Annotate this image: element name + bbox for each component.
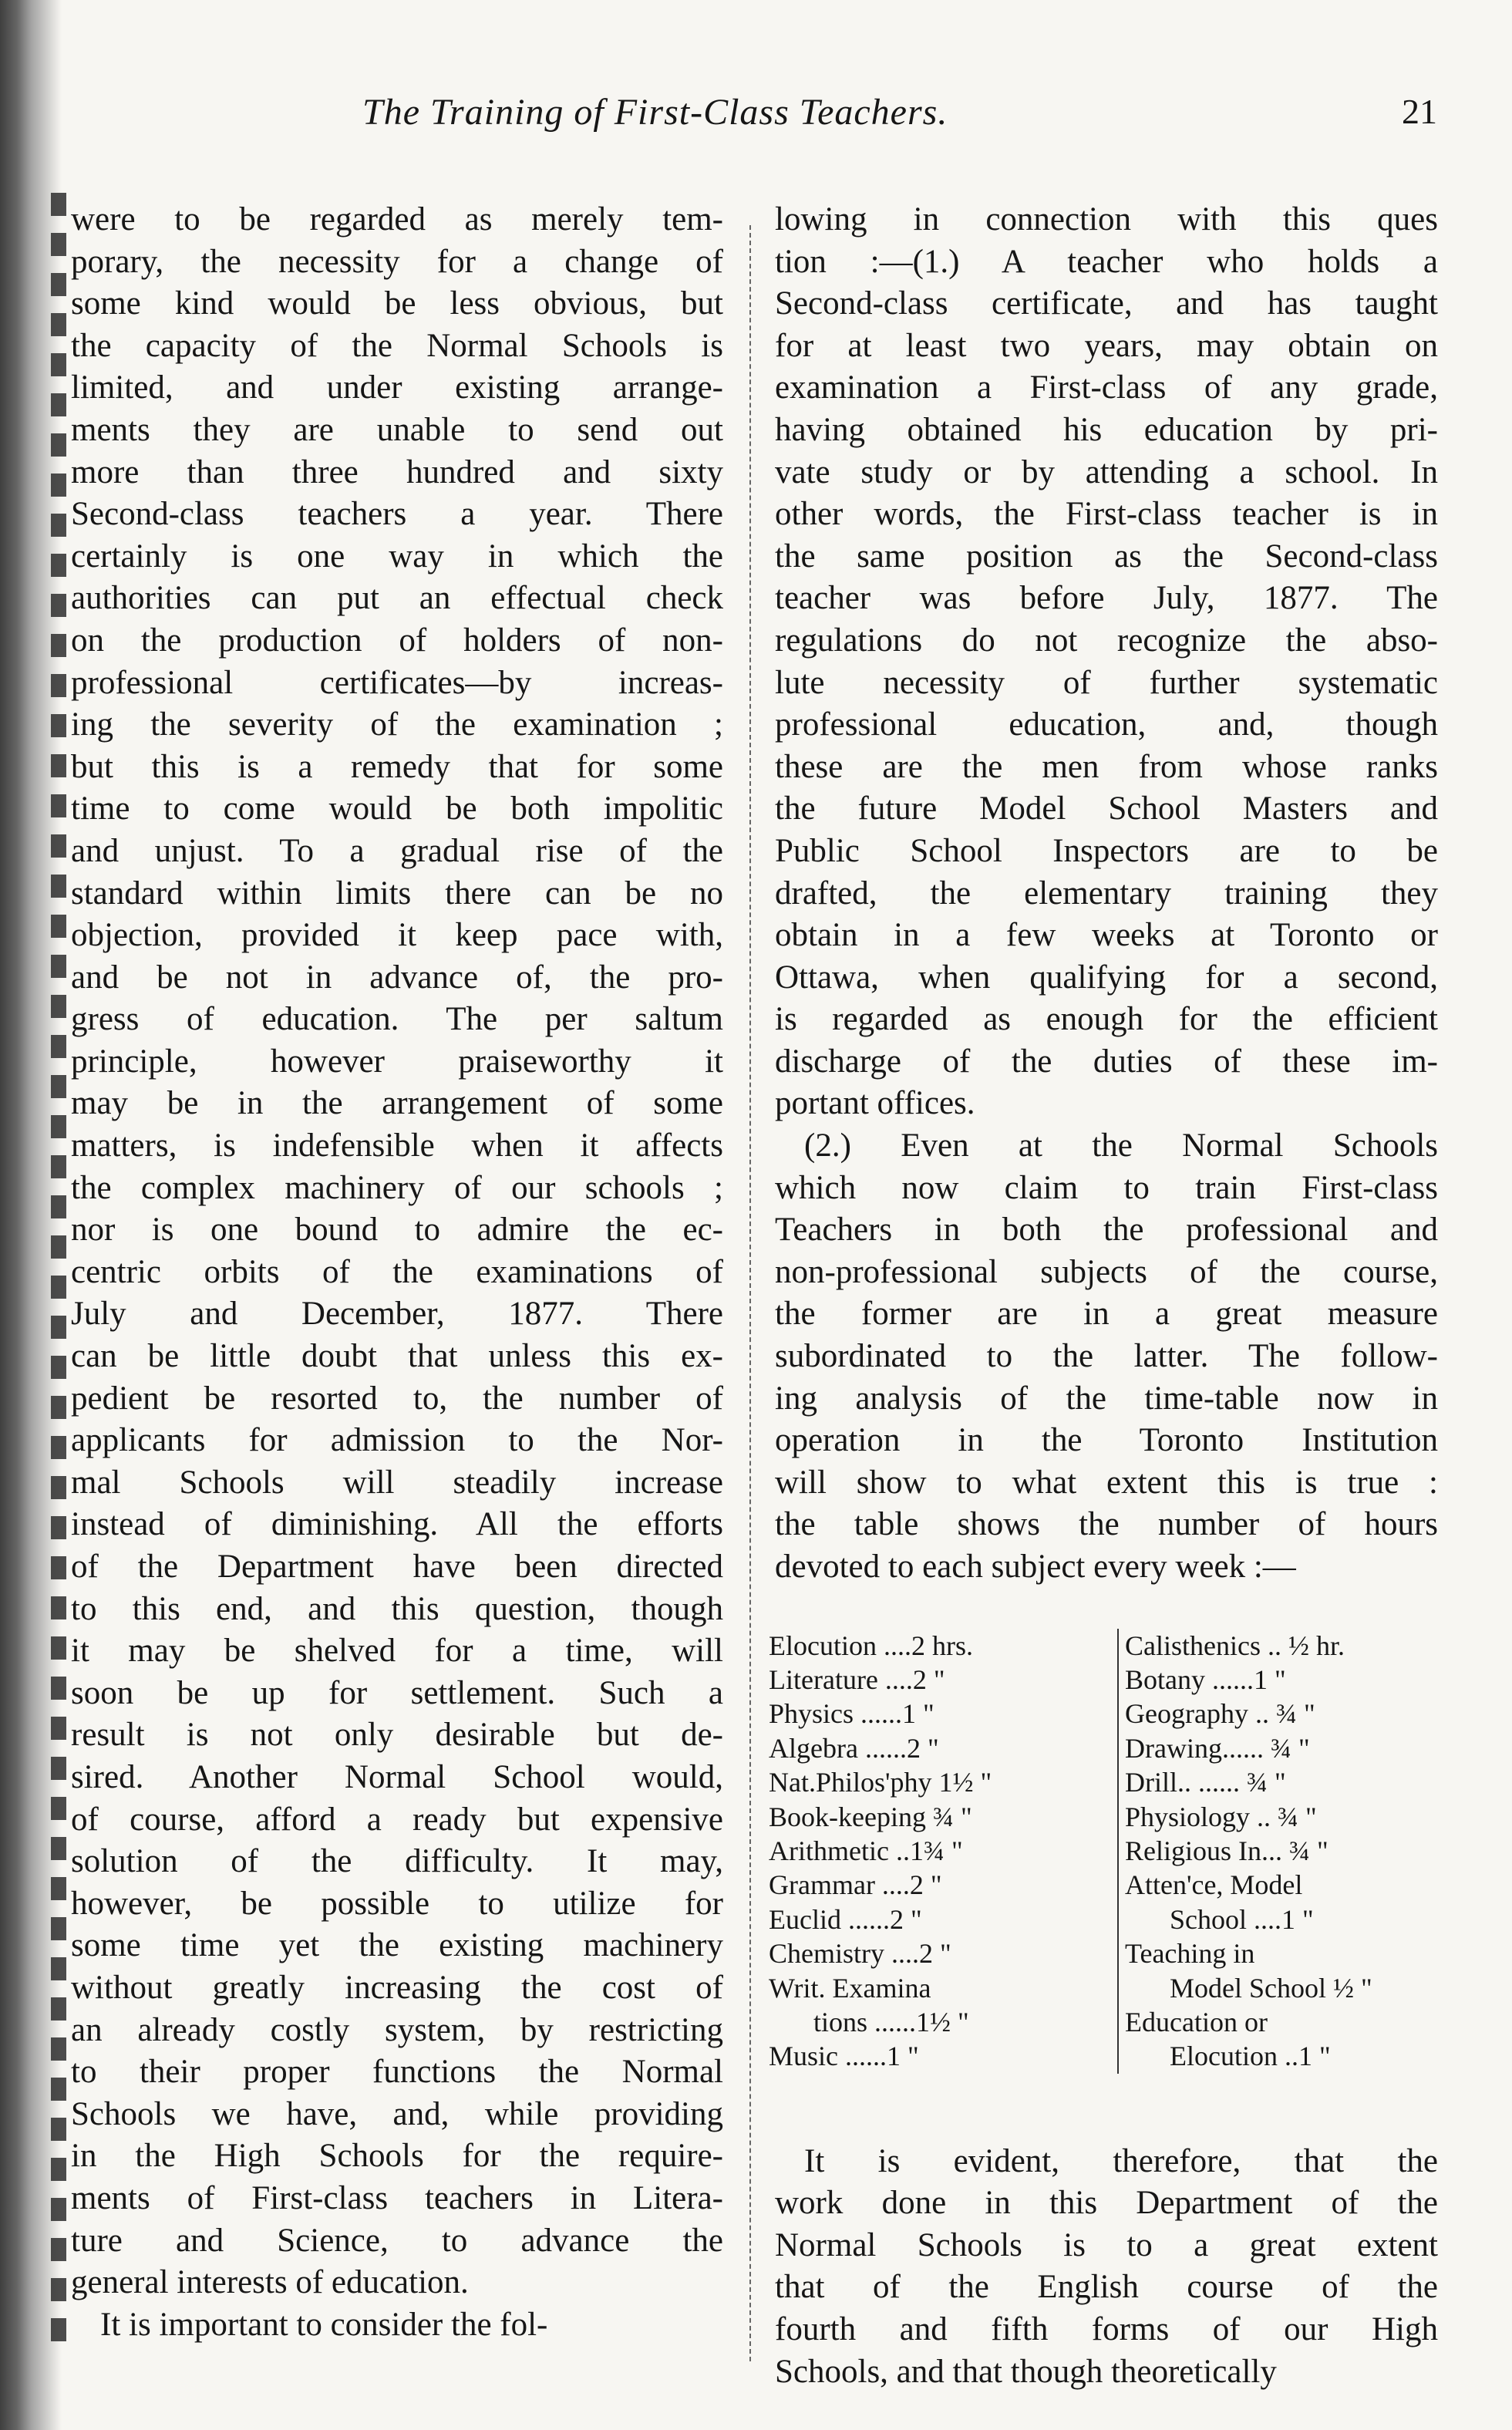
text-line: the complex machinery of our schools ; xyxy=(71,1169,723,1206)
text-line: some kind would be less obvious, but xyxy=(71,285,723,322)
text-line: July and December, 1877. There xyxy=(71,1296,723,1333)
text-line: work done in this Department of the xyxy=(775,2185,1438,2222)
text-line: will show to what extent this is true : xyxy=(775,1464,1438,1501)
text-line: teacher was before July, 1877. The xyxy=(775,580,1438,617)
text-line: (2.) Even at the Normal Schools xyxy=(804,1127,1438,1164)
left-column xyxy=(71,199,723,2346)
text-line: professional education, and, though xyxy=(775,706,1438,743)
text-line: these are the men from whose ranks xyxy=(775,748,1438,785)
text-line: more than three hundred and sixty xyxy=(71,453,723,490)
text-line: tion :—(1.) A teacher who holds a xyxy=(775,243,1438,280)
timetable-row: Music ......1 " xyxy=(769,2041,919,2072)
timetable-row: Drawing...... ¾ " xyxy=(1125,1732,1310,1764)
text-line: ments of First-class teachers in Litera- xyxy=(71,2179,723,2216)
text-line: the future Model School Masters and xyxy=(775,790,1438,827)
text-line: devoted to each subject every week :— xyxy=(775,1549,1296,1585)
text-line: the same position as the Second-class xyxy=(775,538,1438,575)
text-line: standard within limits there can be no xyxy=(71,875,723,912)
text-line: mal Schools will steadily increase xyxy=(71,1464,723,1501)
text-line: it may be shelved for a time, will xyxy=(71,1633,723,1670)
running-title: The Training of First-Class Teachers. xyxy=(362,92,948,133)
timetable-row: Arithmetic ..1¾ " xyxy=(769,1835,963,1866)
text-line: centric orbits of the examinations of xyxy=(71,1253,723,1290)
timetable-row: Elocution ..1 " xyxy=(1170,2041,1331,2072)
text-line: the table shows the number of hours xyxy=(775,1506,1438,1543)
text-line: It is evident, therefore, that the xyxy=(804,2142,1438,2179)
timetable-right-column xyxy=(1117,1629,1447,2074)
text-line: Ottawa, when qualifying for a second, xyxy=(775,959,1438,996)
text-line: an already costly system, by restricting xyxy=(71,2011,723,2048)
timetable-row: Elocution ....2 hrs. xyxy=(769,1630,973,1661)
text-line: soon be up for settlement. Such a xyxy=(71,1674,723,1711)
timetable-row: Geography .. ¾ " xyxy=(1125,1698,1315,1730)
spacer xyxy=(775,2078,1438,2141)
binding-shadow xyxy=(51,193,66,2352)
text-line: Second-class certificate, and has taught xyxy=(775,285,1438,322)
text-line: lowing in connection with this ques xyxy=(775,201,1438,238)
timetable-row: Algebra ......2 " xyxy=(769,1732,939,1764)
text-line: may be in the arrangement of some xyxy=(71,1085,723,1122)
text-line: were to be regarded as merely tem- xyxy=(71,201,723,238)
text-line: but this is a remedy that for some xyxy=(71,748,723,785)
timetable-row: Nat.Philos'phy 1½ " xyxy=(769,1767,992,1798)
timetable-row: Physics ......1 " xyxy=(769,1698,934,1730)
text-line: principle, however praiseworthy it xyxy=(71,1043,723,1080)
text-line: It is important to consider the fol- xyxy=(100,2306,548,2343)
text-line: non-professional subjects of the course, xyxy=(775,1253,1438,1290)
text-line: Second-class teachers a year. There xyxy=(71,496,723,533)
timetable-row: Calisthenics .. ½ hr. xyxy=(1125,1630,1345,1661)
text-line: the former are in a great measure xyxy=(775,1296,1438,1333)
timetable-row: Euclid ......2 " xyxy=(769,1903,922,1935)
timetable-row: Education or xyxy=(1125,2006,1268,2037)
text-line: solution of the difficulty. It may, xyxy=(71,1843,723,1880)
text-line: sired. Another Normal School would, xyxy=(71,1758,723,1795)
text-line: matters, is indefensible when it affects xyxy=(71,1127,723,1164)
timetable-row: Model School ½ " xyxy=(1170,1972,1372,2004)
page-number: 21 xyxy=(1402,92,1437,131)
timetable-row: Chemistry ....2 " xyxy=(769,1938,951,1970)
text-line: Schools we have, and, while providing xyxy=(71,2095,723,2132)
text-line: fourth and fifth forms of our High xyxy=(775,2310,1438,2347)
text-line: examination a First-class of any grade, xyxy=(775,369,1438,406)
timetable-row: Atten'ce, Model xyxy=(1125,1869,1303,1901)
text-line: ments they are unable to send out xyxy=(71,411,723,448)
text-line: vate study or by attending a school. In xyxy=(775,453,1438,490)
text-line: on the production of holders of non- xyxy=(71,622,723,659)
timetable-row: Drill.. ...... ¾ " xyxy=(1125,1767,1286,1798)
right-column-top-text xyxy=(775,199,1438,1589)
timetable-row: Religious In... ¾ " xyxy=(1125,1835,1328,1866)
text-line: gress of education. The per saltum xyxy=(71,1001,723,1038)
text-line: ing analysis of the time-table now in xyxy=(775,1380,1438,1417)
timetable-row: School ....1 " xyxy=(1170,1903,1314,1935)
text-line: applicants for admission to the Nor- xyxy=(71,1422,723,1459)
right-column-bottom-text xyxy=(775,2141,1438,2394)
timetable-row: Teaching in xyxy=(1125,1938,1255,1970)
right-column xyxy=(769,199,1438,2393)
text-line: that of the English course of the xyxy=(775,2269,1438,2306)
text-line: to this end, and this question, though xyxy=(71,1590,723,1627)
text-line: ing the severity of the examination ; xyxy=(71,706,723,743)
text-line: Normal Schools is to a great extent xyxy=(775,2226,1438,2263)
text-line: Teachers in both the professional and xyxy=(775,1212,1438,1249)
text-line: pedient be resorted to, the number of xyxy=(71,1380,723,1417)
text-line: having obtained his education by pri- xyxy=(775,411,1438,448)
spacer xyxy=(775,1589,1438,1629)
text-line: to their proper functions the Normal xyxy=(71,2054,723,2091)
text-line: nor is one bound to admire the ec- xyxy=(71,1212,723,1249)
timetable-left-column xyxy=(769,1629,1100,2074)
timetable xyxy=(769,1629,1440,2078)
timetable-row: Physiology .. ¾ " xyxy=(1125,1801,1317,1832)
text-line: drafted, the elementary training they xyxy=(775,875,1438,912)
text-line: regulations do not recognize the abso- xyxy=(775,622,1438,659)
text-line: without greatly increasing the cost of xyxy=(71,1969,723,2006)
text-line: is regarded as enough for the efficient xyxy=(775,1001,1438,1038)
text-line: the capacity of the Normal Schools is xyxy=(71,327,723,364)
text-line: discharge of the duties of these im- xyxy=(775,1043,1438,1080)
timetable-row: Botany ......1 " xyxy=(1125,1663,1286,1695)
text-line: ture and Science, to advance the xyxy=(71,2222,723,2259)
timetable-row: Writ. Examina xyxy=(769,1972,931,2004)
text-line: result is not only desirable but de- xyxy=(71,1717,723,1754)
page-header xyxy=(0,91,1512,145)
timetable-row: Literature ....2 " xyxy=(769,1663,945,1695)
text-line: lute necessity of further systematic xyxy=(775,664,1438,701)
text-line: limited, and under existing arrange- xyxy=(71,369,723,406)
text-line: subordinated to the latter. The follow- xyxy=(775,1338,1438,1375)
text-line: instead of diminishing. All the efforts xyxy=(71,1506,723,1543)
text-line: operation in the Toronto Institution xyxy=(775,1422,1438,1459)
text-line: Public School Inspectors are to be xyxy=(775,832,1438,869)
text-line: porary, the necessity for a change of xyxy=(71,243,723,280)
text-line: some time yet the existing machinery xyxy=(71,1927,723,1964)
text-line: general interests of education. xyxy=(71,2264,469,2301)
text-line: objection, provided it keep pace with, xyxy=(71,917,723,954)
timetable-row: Grammar ....2 " xyxy=(769,1869,942,1901)
text-line: certainly is one way in which the xyxy=(71,538,723,575)
text-line: can be little doubt that unless this ex- xyxy=(71,1338,723,1375)
text-line: portant offices. xyxy=(775,1085,975,1122)
text-line: in the High Schools for the require- xyxy=(71,2138,723,2175)
text-line: other words, the First-class teacher is in xyxy=(775,496,1438,533)
text-line: however, be possible to utilize for xyxy=(71,1885,723,1922)
text-line: for at least two years, may obtain on xyxy=(775,327,1438,364)
text-line: of the Department have been directed xyxy=(71,1549,723,1585)
timetable-row: tions ......1½ " xyxy=(813,2006,969,2037)
text-line: which now claim to train First-class xyxy=(775,1169,1438,1206)
timetable-row: Book-keeping ¾ " xyxy=(769,1801,972,1832)
text-line: time to come would be both impolitic xyxy=(71,790,723,827)
text-line: authorities can put an effectual check xyxy=(71,580,723,617)
text-line: of course, afford a ready but expensive xyxy=(71,1801,723,1838)
text-line: obtain in a few weeks at Toronto or xyxy=(775,917,1438,954)
text-line: professional certificates—by increas- xyxy=(71,664,723,701)
text-line: and unjust. To a gradual rise of the xyxy=(71,832,723,869)
column-divider xyxy=(749,225,751,2361)
text-line: Schools, and that though theoretically xyxy=(775,2353,1277,2390)
text-line: and be not in advance of, the pro- xyxy=(71,959,723,996)
